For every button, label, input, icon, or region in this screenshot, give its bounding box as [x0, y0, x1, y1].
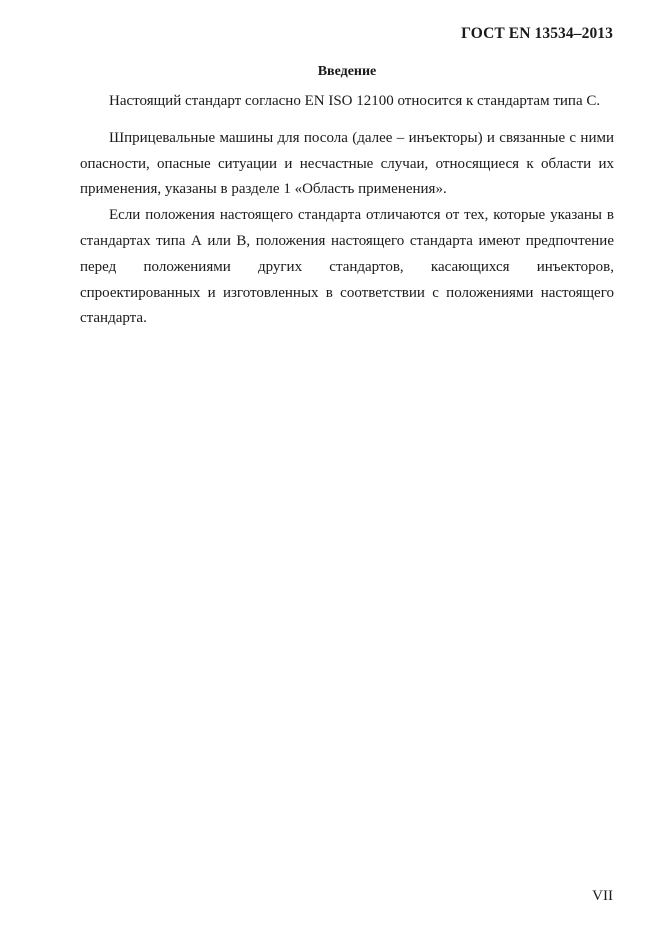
section-title: Введение [317, 64, 377, 79]
paragraph-type-c: Настоящий стандарт согласно EN ISO 12100 относится к стандартам типа С. [109, 93, 601, 109]
page-number: VII [592, 888, 613, 904]
introduction-body [80, 89, 614, 332]
paragraph-precedence: Если положения настоящего стандарта отличаются от тех, которые указаны в стандартах типа А или В, положения настоящего стандарта имеют предпочтение перед положениями других стандартов, касающихся инъекторов, спроектированных и изготовленных в соответствии с положениями настоящего стандарта. [80, 207, 614, 327]
standard-id-header: ГОСТ EN 13534–2013 [461, 25, 613, 42]
paragraph-scope: Шприцевальные машины для посола (далее – инъекторы) и связанные с ними опасности, опасные ситуации и несчастные случаи, относящиеся к области их применения, указаны в разделе 1 «Область применения». [80, 129, 614, 198]
